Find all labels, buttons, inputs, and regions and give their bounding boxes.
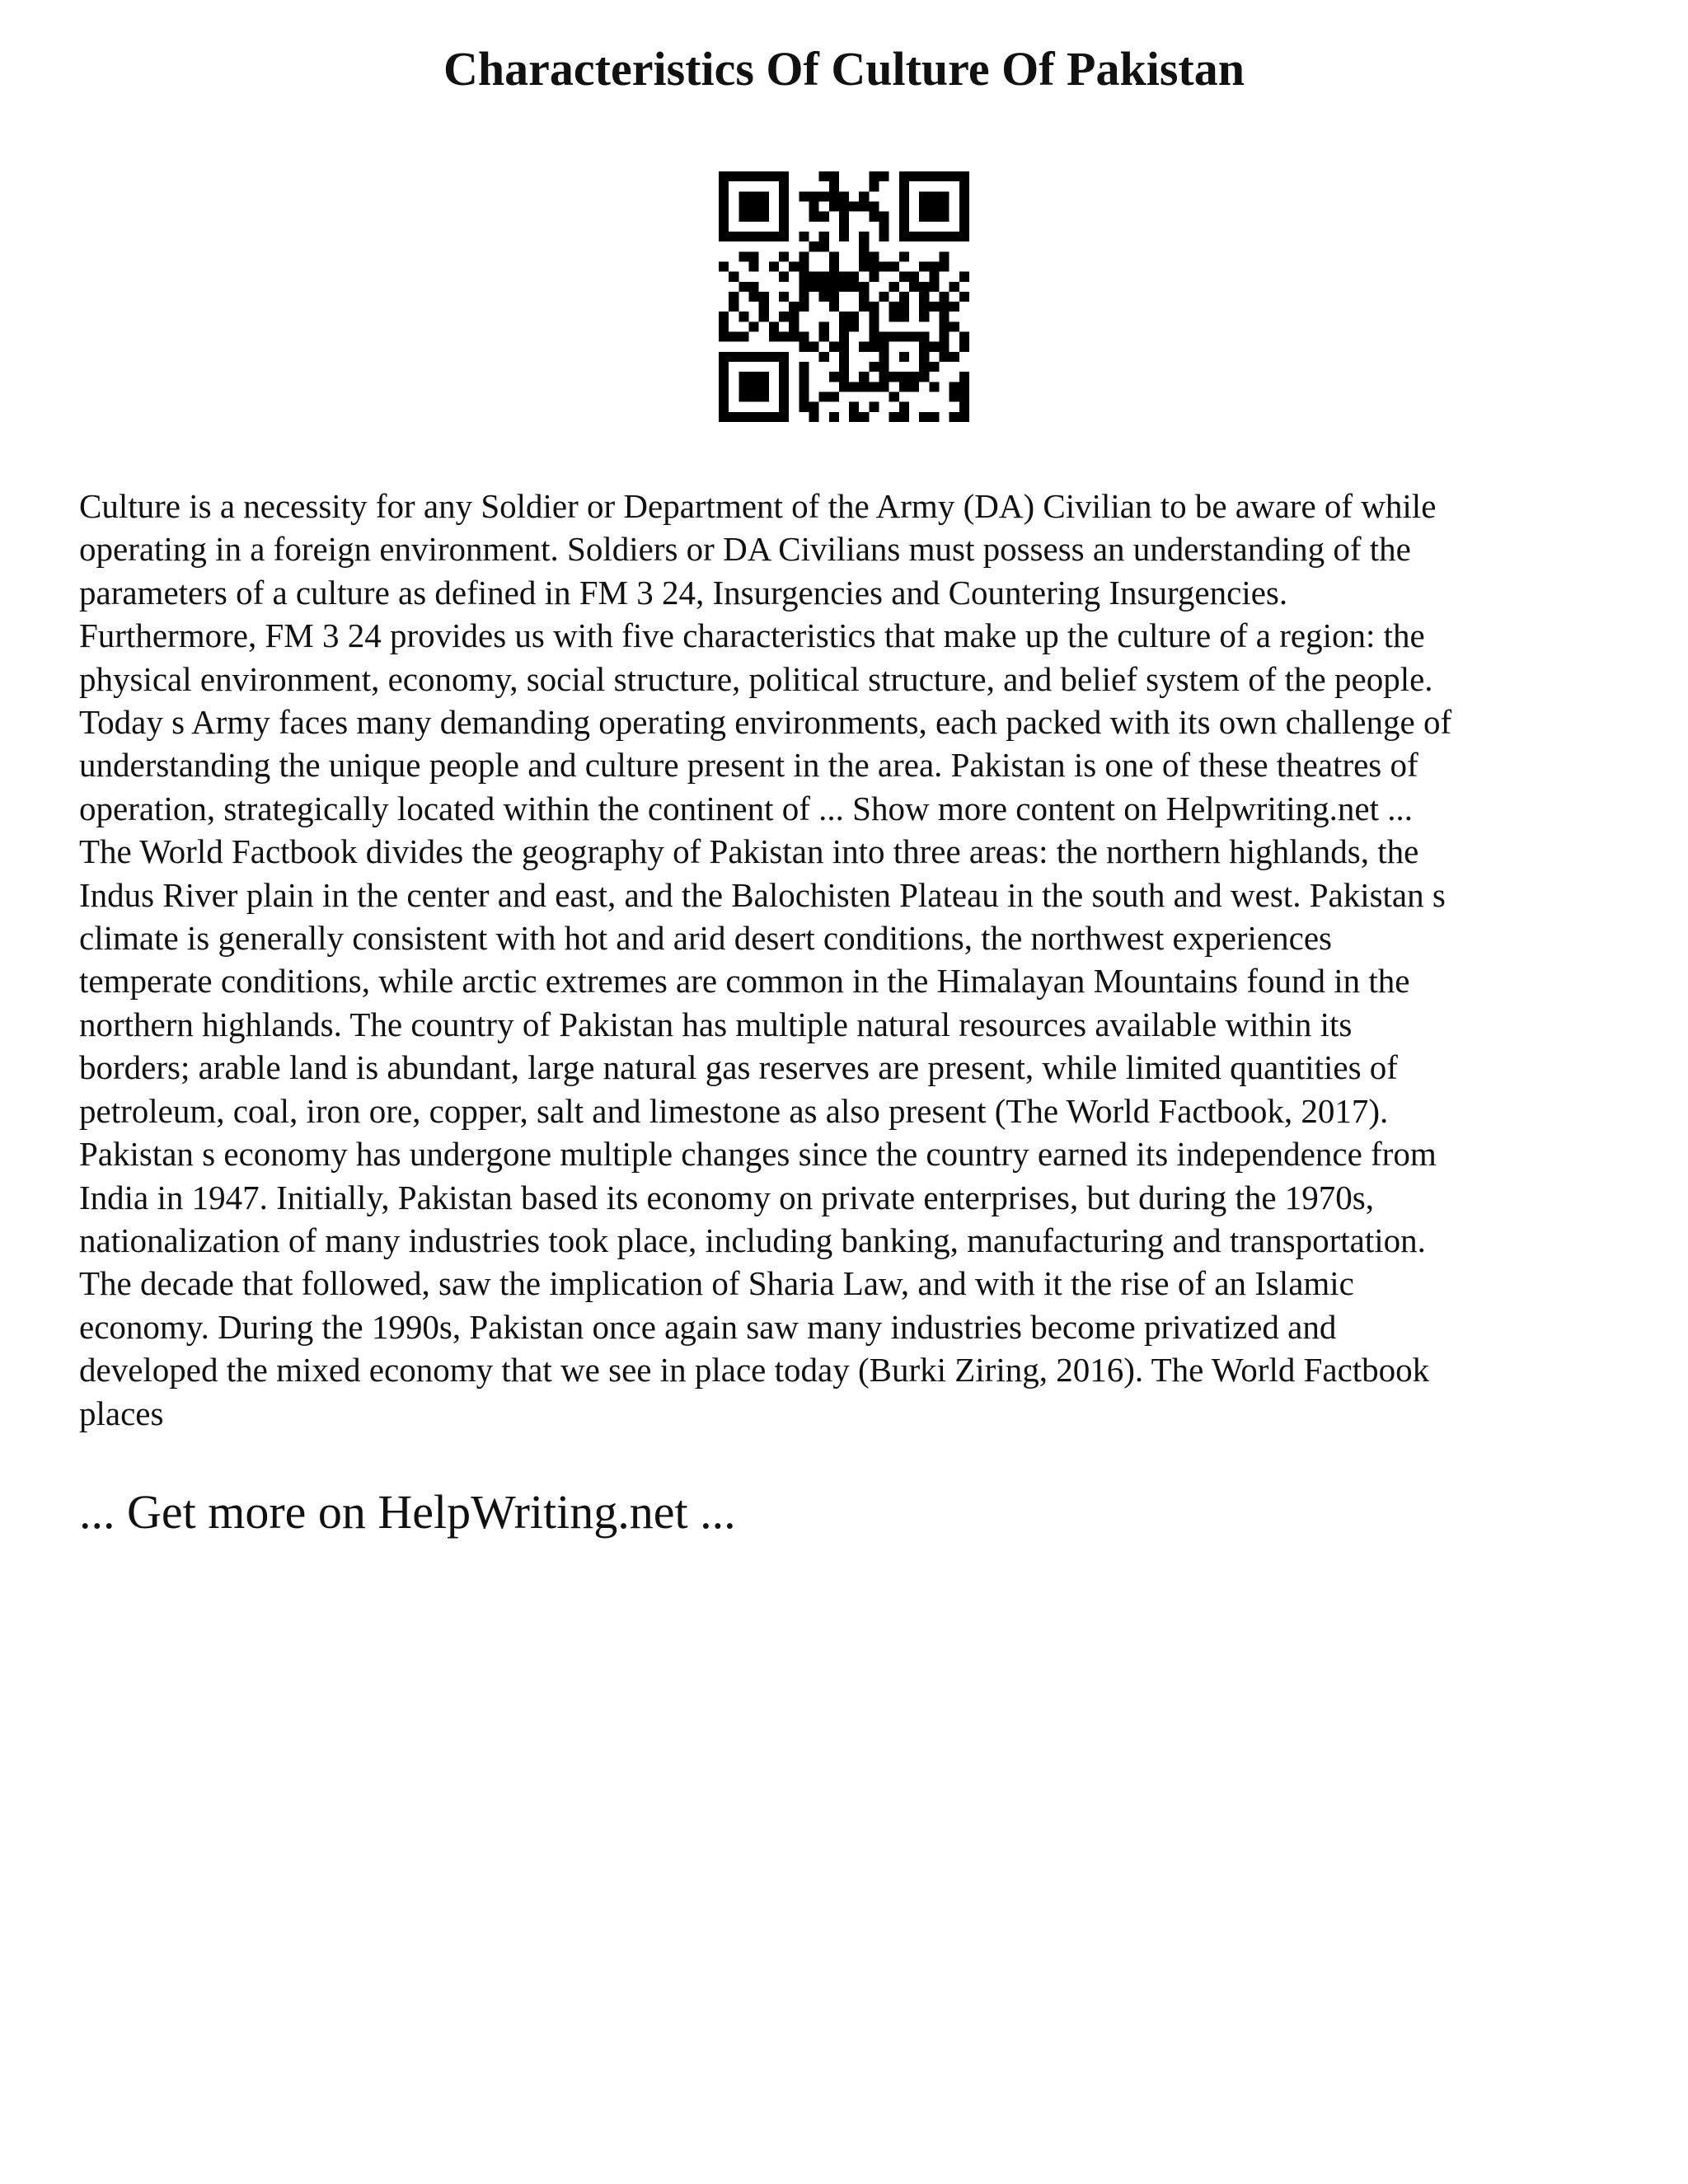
- get-more-link[interactable]: ... Get more on HelpWriting.net ...: [79, 1485, 736, 1539]
- body-line: The decade that followed, saw the implication of Sharia Law, and with it the rise of an Islamic: [79, 1264, 1354, 1303]
- body-line: Indus River plain in the center and east, and the Balochisten Plateau in the south and west. Pakistan s: [79, 875, 1446, 914]
- body-line: Pakistan s economy has undergone multiple changes since the country earned its independence from: [79, 1135, 1437, 1174]
- body-line: understanding the unique people and culture present in the area. Pakistan is one of these theatres of: [79, 746, 1418, 785]
- qr-code-icon[interactable]: [719, 171, 969, 422]
- body-line: developed the mixed economy that we see in place today (Burki Ziring, 2016). The World Factbook: [79, 1351, 1430, 1390]
- article-body: [79, 485, 1612, 1435]
- body-line: Today s Army faces many demanding operating environments, each packed with its own challenge of: [79, 703, 1452, 742]
- body-line: operation, strategically located within the continent of ... Show more content on Helpwriting.net ...: [79, 789, 1413, 827]
- body-line: northern highlands. The country of Pakistan has multiple natural resources available within its: [79, 1005, 1353, 1043]
- body-line: economy. During the 1990s, Pakistan once again saw many industries become privatized and: [79, 1307, 1337, 1346]
- body-line: nationalization of many industries took place, including banking, manufacturing and transportation.: [79, 1221, 1426, 1259]
- body-line: The World Factbook divides the geography of Pakistan into three areas: the northern highlands, the: [79, 832, 1419, 871]
- body-line: petroleum, coal, iron ore, copper, salt and limestone as also present (The World Factbook, 2017).: [79, 1091, 1389, 1130]
- body-line: borders; arable land is abundant, large natural gas reserves are present, while limited quantities of: [79, 1048, 1398, 1087]
- body-line: places: [79, 1394, 164, 1432]
- body-line: Furthermore, FM 3 24 provides us with five characteristics that make up the culture of a region: the: [79, 616, 1425, 655]
- body-line: climate is generally consistent with hot and arid desert conditions, the northwest experiences: [79, 919, 1332, 958]
- body-line: temperate conditions, while arctic extremes are common in the Himalayan Mountains found in the: [79, 962, 1410, 1001]
- page-title: Characteristics Of Culture Of Pakistan: [443, 42, 1245, 96]
- body-line: parameters of a culture as defined in FM 3 24, Insurgencies and Countering Insurgencies.: [79, 573, 1288, 612]
- body-line: physical environment, economy, social structure, political structure, and belief system of the people.: [79, 659, 1433, 698]
- body-line: operating in a foreign environment. Soldiers or DA Civilians must possess an understanding of the: [79, 530, 1411, 569]
- body-line: Culture is a necessity for any Soldier or Department of the Army (DA) Civilian to be aware of while: [79, 487, 1437, 525]
- body-line: India in 1947. Initially, Pakistan based its economy on private enterprises, but during the 1970s,: [79, 1178, 1374, 1216]
